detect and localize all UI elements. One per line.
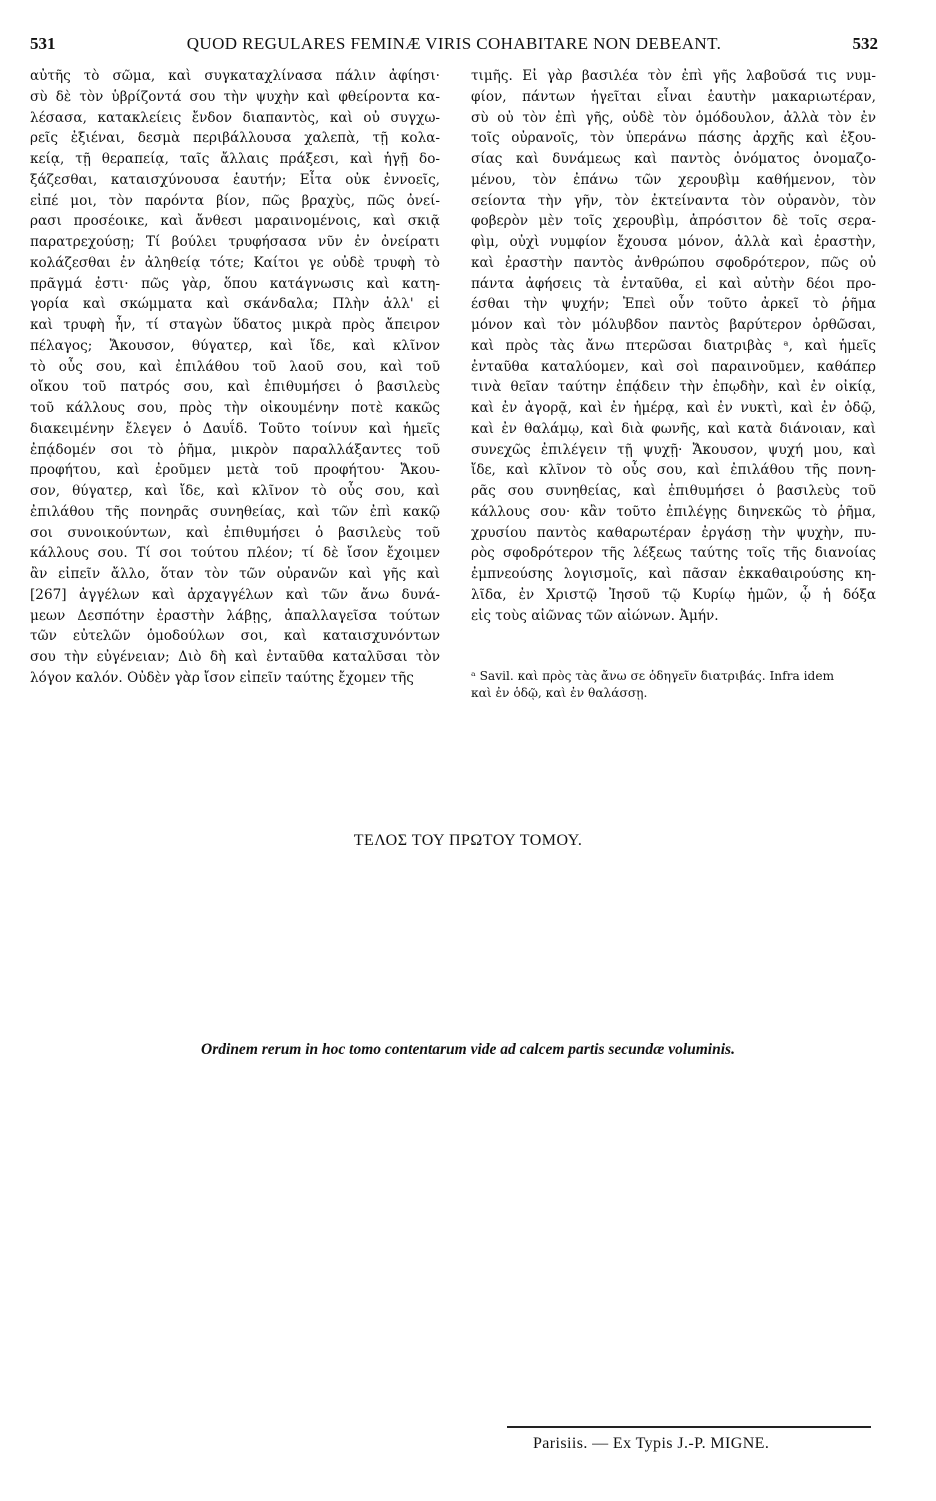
- text-line: προφήτου, καὶ ἐροῦμεν μετὰ τοῦ προφήτου· Ἄκου-: [30, 462, 440, 479]
- text-line: καὶ ἐν θαλάμῳ, καὶ διὰ φωνῆς, καὶ κατὰ διάνοιαν, καὶ: [471, 420, 876, 437]
- text-line: συνεχῶς ἐπιλέγειν τῇ ψυχῇ· Ἄκουσον, ψυχή μου, καὶ: [471, 441, 876, 458]
- text-line: παρατρεχούσῃ; Τί βούλει τρυφήσασα νῦν ἐν ὀνείρατι: [30, 234, 440, 250]
- text-line: φοβερὸν μὲν τοῖς χερουβὶμ, ἀπρόσιτον δὲ τοῖς σερα-: [471, 213, 876, 230]
- text-line: [267] ἀγγέλων καὶ ἀρχαγγέλων καὶ τῶν ἄνω δυνά-: [30, 586, 440, 603]
- footnote-line: ᵃ Savil. καὶ πρὸς τὰς ἄνω σε ὁδηγεῖν διατριβάς. Infra idem: [471, 669, 835, 683]
- text-line: οἴκου τοῦ πατρός σου, καὶ ἐπιθυμήσει ὁ βασιλεὺς: [30, 379, 440, 396]
- text-line: φὶμ, οὐχὶ νυμφίον ἔχουσα μόνον, ἀλλὰ καὶ ἐραστὴν,: [471, 234, 876, 250]
- running-title: QUOD REGULARES FEMINÆ VIRIS COHABITARE NON DEBEANT.: [186, 34, 722, 53]
- text-line: έσθαι τὴν ψυχήν; Ἐπεὶ οὖν τοῦτο ἀρκεῖ τὸ ῥῆμα: [471, 296, 876, 313]
- text-line: τιμῆς. Εἰ γὰρ βασιλέα τὸν ἐπὶ γῆς λαβοῦσά τις νυμ-: [471, 68, 876, 84]
- text-line: πάντα ἀφήσεις τὰ ἐνταῦθα, εἰ καὶ αὐτὴν δέοι προ-: [471, 275, 876, 292]
- left-text-column: [30, 66, 440, 689]
- text-line: τινὰ θεῖαν ταύτην ἐπᾴδειν τὴν ἐπῳδὴν, καὶ ἐν οἰκίᾳ,: [471, 379, 876, 396]
- text-line: μένου, τὸν ἐπάνω τῶν χερουβὶμ καθήμενον, τὸν: [471, 171, 876, 188]
- text-line: σον, θύγατερ, καὶ ἴδε, καὶ κλῖνον τὸ οὖς σου, καὶ: [30, 483, 440, 499]
- text-line: εἰπέ μοι, τὸν παρόντα βίον, πῶς βραχὺς, πῶς ὀνεί-: [30, 192, 440, 209]
- text-line: διακειμένην ἔλεγεν ὁ Δαυΐδ. Τοῦτο τοίνυν καὶ ἡμεῖς: [30, 420, 440, 437]
- text-line: τῶν εὐτελῶν ὁμοδούλων σοι, καὶ καταισχυνόντων: [30, 628, 440, 645]
- text-line: γορία καὶ σκώμματα καὶ σκάνδαλα; Πλὴν ἀλλ' εἰ: [30, 296, 440, 313]
- text-line: μεων Δεσπότην ἐραστὴν λάβῃς, ἀπαλλαγεῖσα τούτων: [30, 607, 440, 624]
- text-line: κάλλους σου. Τί σοι τούτου πλέον; τί δὲ ἴσον ἔχοιμεν: [30, 545, 440, 562]
- text-line: εἰς τοὺς αἰῶνας τῶν αἰώνων. Ἀμήν.: [471, 607, 719, 624]
- text-line: ἐπιλάθου τῆς πονηρᾶς συνηθείας, καὶ τῶν ἐπὶ κακῷ: [30, 503, 440, 520]
- text-line: κάλλους σου· κἂν τοῦτο ἐπιλέγῃς διηνεκῶς τὸ ῥῆμα,: [471, 503, 876, 520]
- text-line: καὶ πρὸς τὰς ἄνω πτερῶσαι διατριβὰς ᵃ, καὶ ἡμεῖς: [471, 337, 876, 354]
- order-note: Ordinem rerum in hoc tomo contentarum vide ad calcem partis secundæ voluminis.: [201, 1041, 735, 1058]
- text-line: σὺ δὲ τὸν ὑβρίζοντά σου τὴν ψυχὴν καὶ φθείροντα κα-: [30, 88, 440, 105]
- text-line: κολάζεσθαι ἐν ἀληθείᾳ τότε; Καίτοι γε οὐδὲ τρυφὴ τὸ: [30, 254, 440, 271]
- text-line: ἐμπνεούσης λογισμοῖς, καὶ πᾶσαν ἐκκαθαιρούσης κη-: [471, 566, 876, 582]
- text-line: ξάζεσθαι, καταισχύνουσα ἑαυτήν; Εἶτα οὐκ ἐννοεῖς,: [30, 171, 440, 188]
- text-line: κείᾳ, τῇ θεραπείᾳ, ταῖς ἄλλαις πράξεσι, καὶ ἡγῇ δο-: [30, 151, 440, 167]
- text-line: σου τὴν εὐγένειαν; Διὸ δὴ καὶ ἐνταῦθα καταλῦσαι τὸν: [30, 649, 440, 665]
- text-line: μόνον καὶ τὸν μόλυβδον παντὸς βαρύτερον ὀρθῶσαι,: [471, 317, 876, 333]
- text-line: καὶ τρυφὴ ἦν, τί σταγὼν ὕδατος μικρὰ πρὸς ἄπειρον: [30, 317, 440, 333]
- text-line: χρυσίου παντὸς καθαρωτέραν ἐργάσῃ τὴν ψυχὴν, πυ-: [471, 524, 876, 541]
- text-line: πέλαγος; Ἄκουσον, θύγατερ, καὶ ἴδε, καὶ κλῖνον: [30, 337, 440, 354]
- text-line: σείοντα τὴν γῆν, τὸν ἐκτείναντα τὸν οὐρανὸν, τὸν: [471, 192, 876, 209]
- text-line: ρὸς σφοδρότερον τῆς λέξεως ταύτης τοῖς τῆς διανοίας: [471, 545, 876, 562]
- text-line: σὺ οὐ τὸν ἐπὶ γῆς, οὐδὲ τὸν ὁμόδουλον, ἀλλὰ τὸν ἐν: [471, 109, 876, 126]
- text-line: φίον, πάντων ἡγεῖται εἶναι ἑαυτὴν μακαριωτέραν,: [471, 88, 876, 105]
- text-line: τοῦ κάλλους σου, πρὸς τὴν οἰκουμένην ποτὲ κακῶς: [30, 400, 440, 416]
- text-line: ρᾶς σου συνηθείας, καὶ ἐπιθυμήσει ὁ βασιλεὺς τοῦ: [471, 483, 876, 499]
- text-line: πρᾶγμά ἐστι· πῶς γὰρ, ὅπου κατάγνωσις καὶ κατη-: [30, 275, 440, 292]
- text-line: λέσασα, κατακλείεις ἔνδον διαπαντὸς, καὶ οὐ συγχω-: [30, 109, 440, 126]
- page-number-right: 532: [852, 34, 878, 53]
- footnote-line: καὶ ἐν ὁδῷ, καὶ ἐν θαλάσσῃ.: [471, 686, 648, 700]
- footnote: [471, 668, 876, 702]
- printer-imprint: Parisiis. — Ex Typis J.-P. MIGNE.: [533, 1435, 770, 1452]
- running-header: [30, 34, 878, 60]
- text-line: ἴδε, καὶ κλῖνον τὸ οὖς σου, καὶ ἐπιλάθου τῆς πονη-: [471, 462, 876, 479]
- page-number-left: 531: [30, 34, 56, 53]
- text-line: ἐνταῦθα καταλύομεν, καὶ σοὶ παραινοῦμεν, καθάπερ: [471, 358, 876, 375]
- text-line: σοι συνοικούντων, καὶ ἐπιθυμήσει ὁ βασιλεὺς τοῦ: [30, 524, 440, 541]
- text-line: ρεῖς ἐξιέναι, δεσμὰ περιβάλλουσα χαλεπὰ, τῇ κολα-: [30, 130, 440, 147]
- text-line: σίας καὶ δυνάμεως καὶ παντὸς ὀνόματος ὀνομαζο-: [471, 151, 876, 167]
- text-line: αὐτῆς τὸ σῶμα, καὶ συγκαταχλίνασα πάλιν ἀφίησι·: [30, 68, 440, 84]
- footer-rule: [507, 1426, 871, 1428]
- text-line: τοῖς οὐρανοῖς, τὸν ὑπεράνω πάσης ἀρχῆς καὶ ἐξου-: [471, 130, 876, 147]
- text-line: καὶ ἐν ἀγορᾷ, καὶ ἐν ἡμέρᾳ, καὶ ἐν νυκτὶ, καὶ ἐν ὁδῷ,: [471, 400, 876, 416]
- text-line: λῖδα, ἐν Χριστῷ Ἰησοῦ τῷ Κυρίῳ ἡμῶν, ᾧ ἡ δόξα: [471, 586, 876, 603]
- right-text-column: [471, 66, 876, 626]
- text-line: ρασι προσέοικε, καὶ ἄνθεσι μαραινομένοις, καὶ σκιᾷ: [30, 213, 440, 230]
- end-of-volume-title: ΤΕΛΟΣ ΤΟΥ ΠΡΩΤΟΥ ΤΟΜΟΥ.: [353, 832, 583, 849]
- text-line: λόγον καλόν. Οὐδὲν γὰρ ἴσον εἰπεῖν ταύτης ἔχομεν τῆς: [30, 669, 414, 686]
- text-line: τὸ οὖς σου, καὶ ἐπιλάθου τοῦ λαοῦ σου, καὶ τοῦ: [30, 358, 440, 375]
- text-line: ἂν εἰπεῖν ἄλλο, ὅταν τὸν τῶν οὐρανῶν καὶ γῆς καὶ: [30, 566, 440, 582]
- text-line: ἐπᾴδομέν σοι τὸ ῥῆμα, μικρὸν παραλλάξαντες τοῦ: [30, 441, 440, 458]
- text-line: καὶ ἐραστὴν παντὸς ἀνθρώπου σφοδρότερον, πῶς οὐ: [471, 254, 876, 271]
